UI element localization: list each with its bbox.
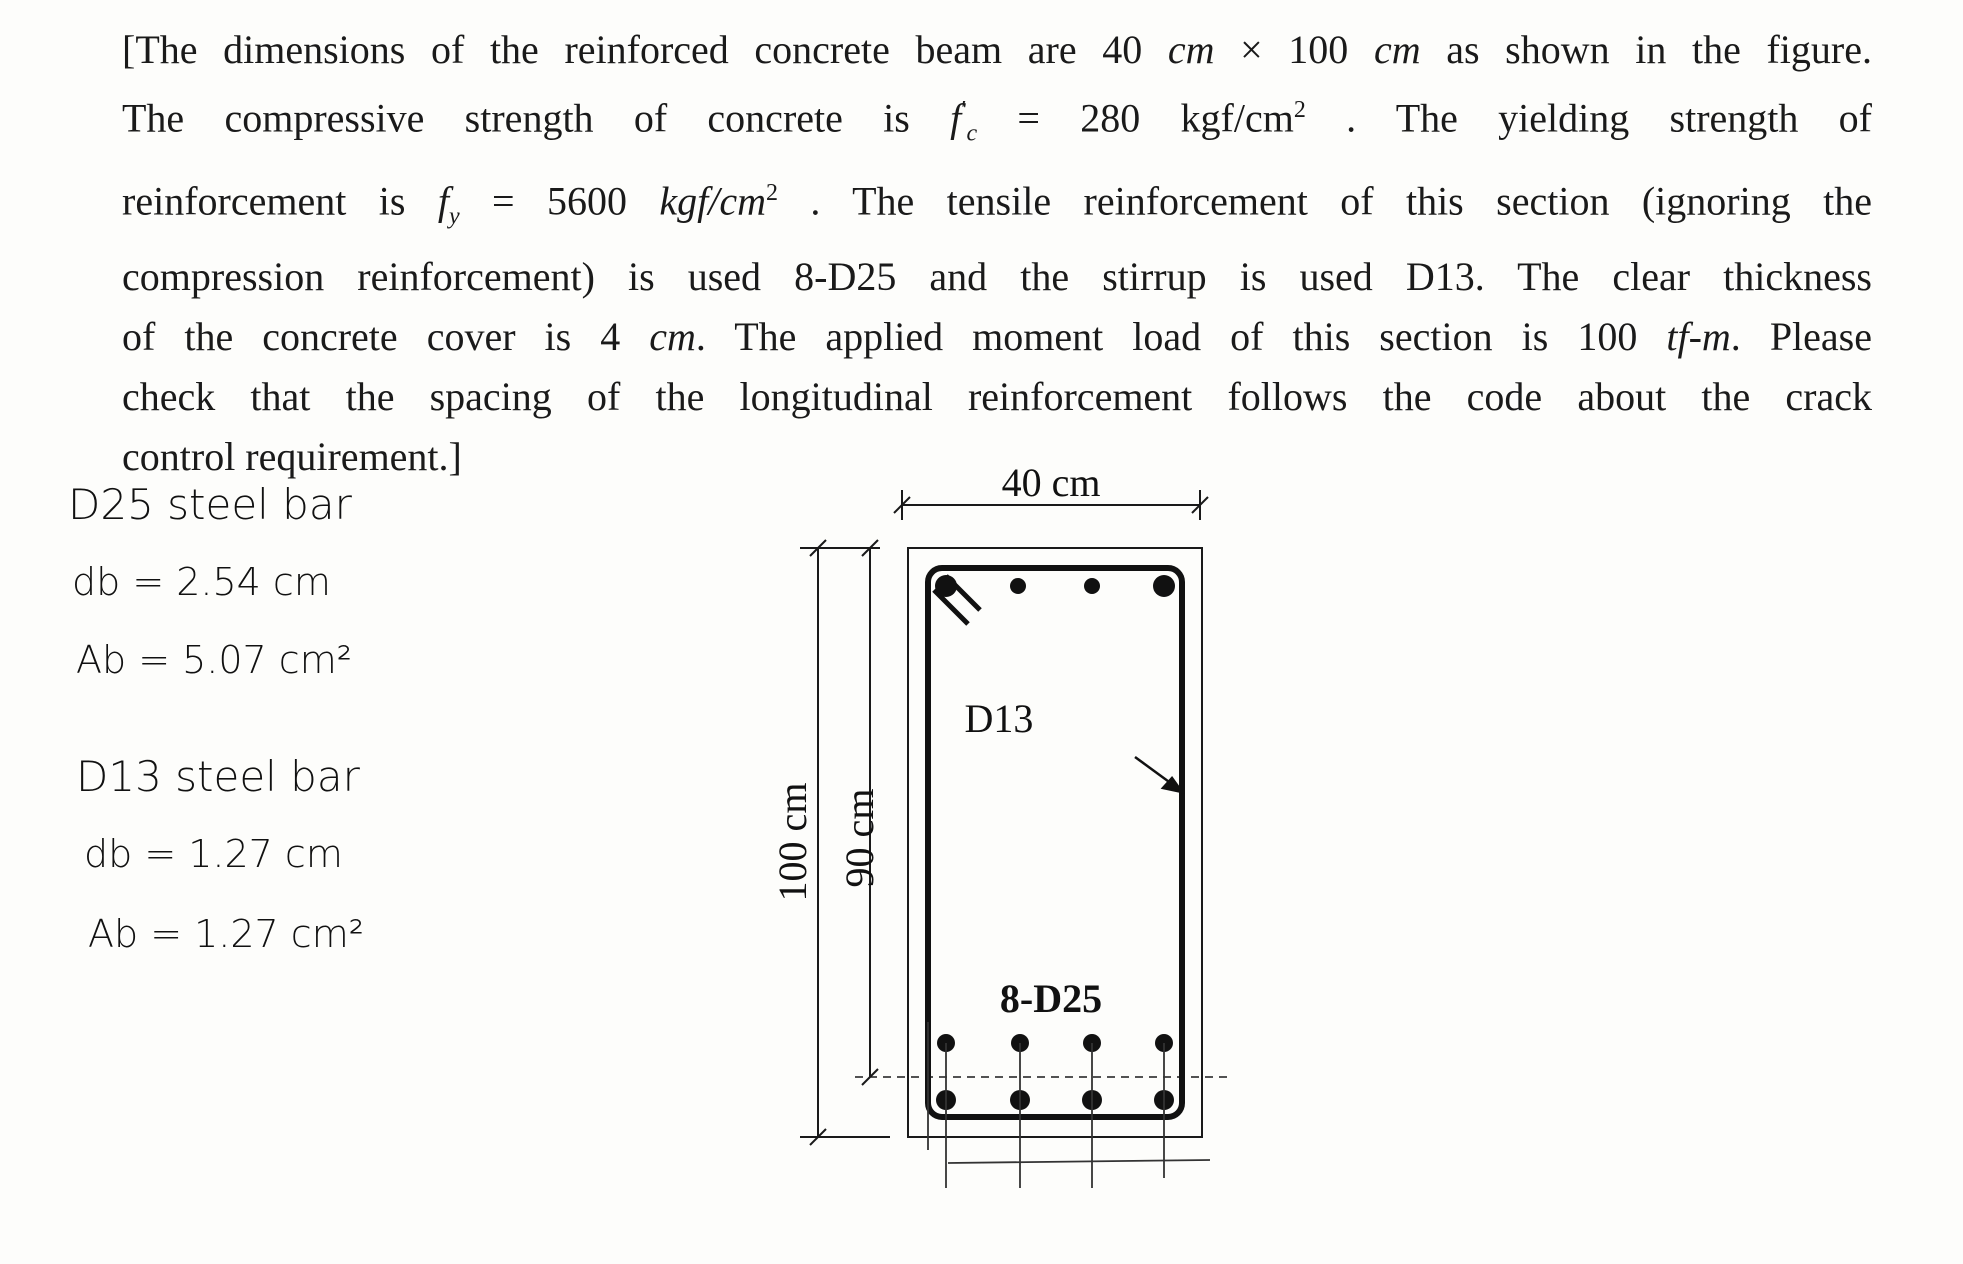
note-d13-db: db = 1.27 cm [84, 832, 343, 876]
width-label: 40 cm [1001, 460, 1101, 505]
note-d25-ab: Ab = 5.07 cm² [76, 638, 352, 682]
stirrup-label: D13 [964, 696, 1034, 741]
problem-line-1: [The dimensions of the reinforced concrete beam are 40 cm × 100 cm as shown in the figure. [122, 27, 1872, 72]
problem-line-4: compression reinforcement) is used 8-D25 and the stirrup is used D13. The clear thickness [122, 253, 1872, 299]
depth-label: 90 cm [837, 788, 882, 888]
top-bars [935, 575, 1175, 597]
problem-line-2: The compressive strength of concrete is $f'_c = 280$ kgf/$cm^2$ . The yielding strength of [122, 95, 1873, 147]
height-label: 100 cm [770, 782, 815, 902]
problem-line-7: control requirement.] [122, 433, 462, 479]
note-d25-db: db = 2.54 cm [72, 560, 331, 604]
tensile-bars [936, 1034, 1174, 1110]
fy-symbol: f [437, 178, 449, 224]
problem-line-3: reinforcement is $f_y = 5600$ kgf/$cm^2$ . The tensile reinforcement of this section (ignoring the [122, 178, 1872, 230]
stirrup [928, 568, 1182, 1117]
note-d13-ab: Ab = 1.27 cm² [88, 912, 364, 956]
top-bar [1084, 578, 1100, 594]
problem-line-6: check that the spacing of the longitudinal reinforcement follows the code about the crack [122, 373, 1872, 419]
problem-line-5: of the concrete cover is 4 cm. The applied moment load of this section is 100 tf-m. Please [122, 313, 1873, 359]
note-d13-title: D13 steel bar [76, 752, 360, 801]
top-bar [935, 575, 957, 597]
top-bar [1010, 578, 1026, 594]
note-d25-title: D25 steel bar [68, 480, 352, 529]
fc-symbol: f [950, 95, 962, 141]
stirrup-leader-arrow [1135, 757, 1182, 792]
bars-label: 8-D25 [999, 976, 1103, 1021]
top-bar [1153, 575, 1175, 597]
